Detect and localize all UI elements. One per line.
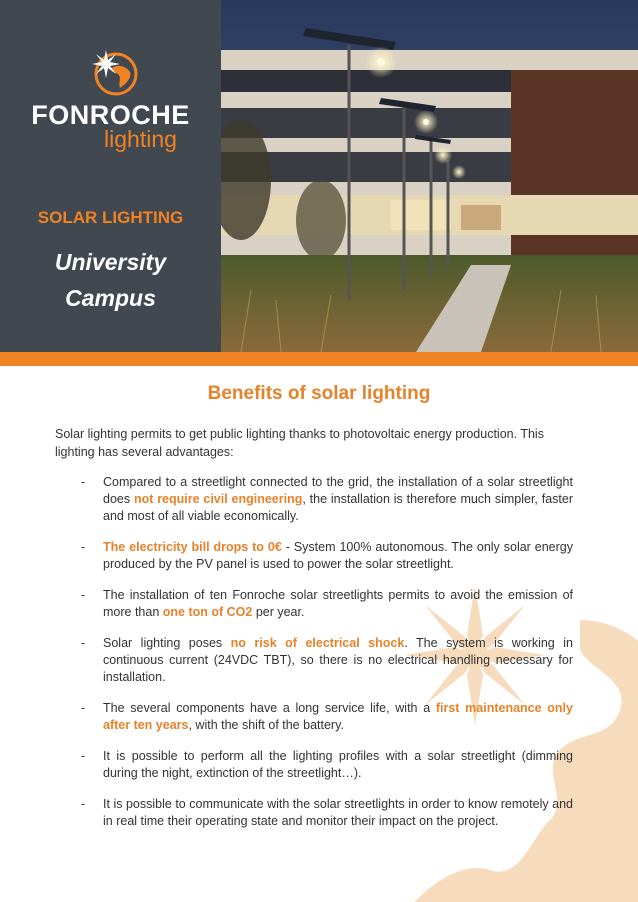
list-item: - It is possible to perform all the lighting profiles with a solar streetlight (dimming during the night, extinction of the streetlight…). xyxy=(81,749,573,780)
benefits-list xyxy=(55,474,573,844)
accent-bar xyxy=(0,352,638,366)
list-item: - The installation of ten Fonroche solar streetlights permits to avoid the emission of more than one ton of CO2 per year. xyxy=(81,588,573,619)
subject-heading xyxy=(0,244,221,316)
list-item: - The several components have a long service life, with a first maintenance only after ten years, with the shift of the battery. xyxy=(81,701,573,732)
subject-line-2: Campus xyxy=(65,285,156,311)
list-item: - The electricity bill drops to 0€ - System 100% autonomous. The only solar energy produced by the PV panel is used to power the solar streetlight. xyxy=(81,540,573,571)
page-header xyxy=(0,0,638,352)
brand-name: FONROCHE xyxy=(31,100,190,130)
subject-line-1: University xyxy=(54,249,167,275)
list-item: - Solar lighting poses no risk of electrical shock. The system is working in continuous current (24VDC TBT), so there is no electrical handling necessary for installation. xyxy=(81,636,573,684)
brand-sub: lighting xyxy=(104,126,177,152)
campus-photo-illustration xyxy=(221,0,638,352)
article-intro: Solar lighting permits to get public lighting thanks to photovoltaic energy production. This lighting has several advantages: xyxy=(55,427,544,459)
brand-panel xyxy=(0,0,221,352)
article-title: Benefits of solar lighting xyxy=(207,383,431,404)
sun-globe-icon xyxy=(86,44,142,100)
campus-photo xyxy=(221,0,638,352)
list-item: - It is possible to communicate with the solar streetlights in order to know remotely and in real time their operating state and monitor their impact on the project. xyxy=(81,797,573,828)
category-label: SOLAR LIGHTING xyxy=(37,208,184,227)
list-item: - Compared to a streetlight connected to the grid, the installation of a solar streetlight does not require civil engineering, the installation is therefore much simpler, faster and most of all viable economically. xyxy=(81,475,573,523)
